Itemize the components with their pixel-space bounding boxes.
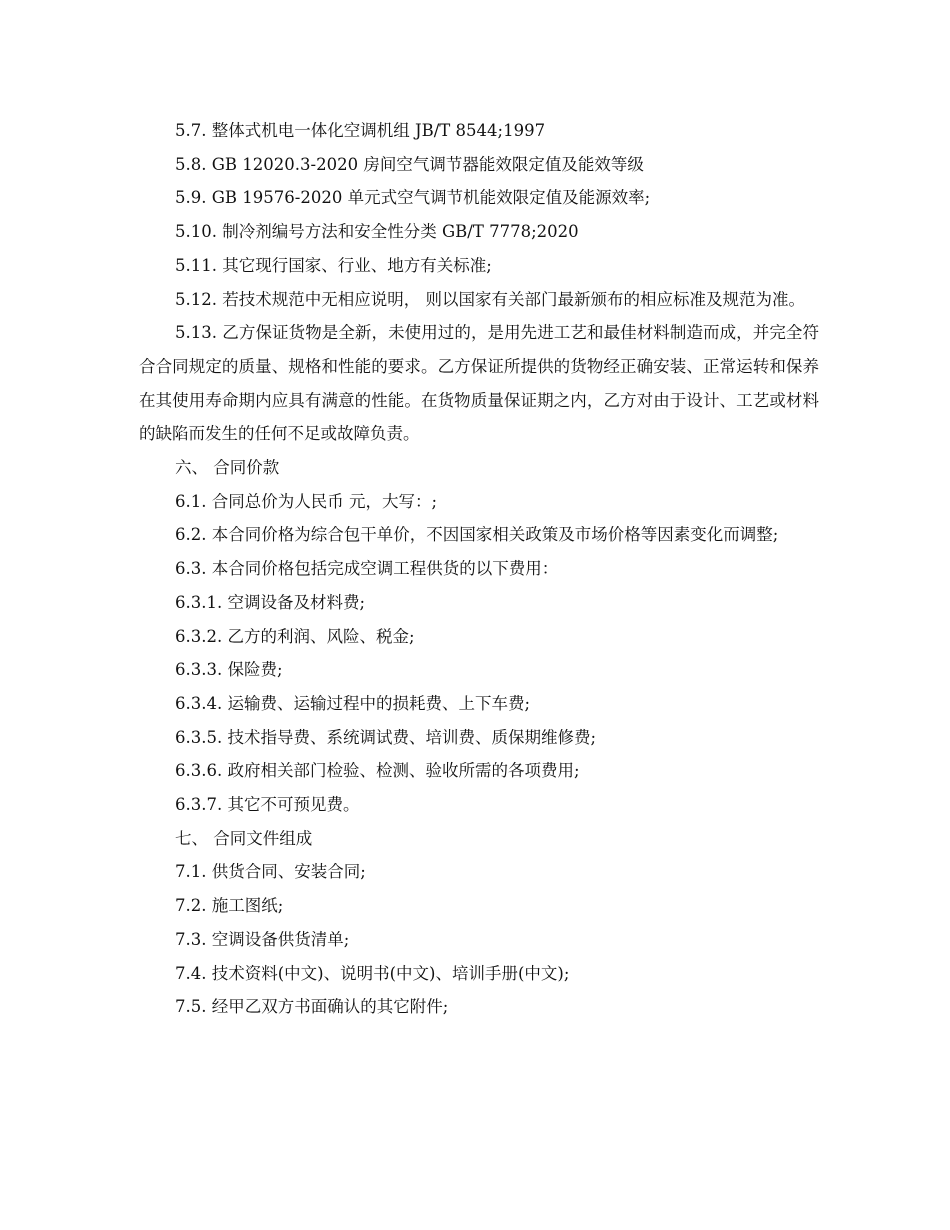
clause-5-9: 5.9. GB 19576-2020 单元式空气调节机能效限定值及能源效率; — [175, 188, 651, 208]
clause-6-3-5: 6.3.5. 技术指导费、系统调试费、培训费、质保期维修费; — [175, 727, 597, 747]
clause-5-11: 5.11. 其它现行国家、行业、地方有关标准; — [175, 255, 492, 275]
clause-7-3: 7.3. 空调设备供货清单; — [175, 929, 350, 949]
clause-5-13: 5.13. 乙方保证货物是全新，未使用过的，是用先进工艺和最佳材料制造而成，并完全符合合同规定的质量、规格和性能的要求。乙方保证所提供的货物经正确安装、正常运转和保养在其使用寿命期内应具有满意的性能。在货物质量保证期之内，乙方对由于设计、工艺或材料的缺陷而发生的任何不足或故障负责。 — [139, 323, 819, 444]
clause-6-2: 6.2. 本合同价格为综合包干单价，不因国家相关政策及市场价格等因素变化而调整; — [175, 525, 779, 545]
clause-5-7: 5.7. 整体式机电一体化空调机组 JB/T 8544;1997 — [175, 121, 546, 140]
section-heading-7: 七、 合同文件组成 — [175, 828, 313, 848]
clause-5-8: 5.8. GB 12020.3-2020 房间空气调节器能效限定值及能效等级 — [175, 154, 644, 174]
section-heading-6: 六、 合同价款 — [175, 458, 280, 478]
clause-7-1: 7.1. 供货合同、安装合同; — [175, 862, 366, 882]
document-body — [139, 114, 819, 1024]
clause-6-3-7: 6.3.7. 其它不可预见费。 — [175, 795, 360, 815]
clause-6-3-3: 6.3.3. 保险费; — [175, 660, 283, 680]
clause-6-3-6: 6.3.6. 政府相关部门检验、检测、验收所需的各项费用; — [175, 761, 580, 781]
clause-5-10: 5.10. 制冷剂编号方法和安全性分类 GB/T 7778;2020 — [175, 222, 579, 242]
clause-6-3-1: 6.3.1. 空调设备及材料费; — [175, 592, 366, 612]
clause-6-1: 6.1. 合同总价为人民币 元，大写：; — [175, 491, 438, 511]
clause-6-3-4: 6.3.4. 运输费、运输过程中的损耗费、上下车费; — [175, 693, 531, 713]
clause-7-4: 7.4. 技术资料(中文)、说明书(中文)、培训手册(中文); — [175, 963, 570, 983]
clause-5-12: 5.12. 若技术规范中无相应说明， 则以国家有关部门最新颁布的相应标准及规范为准。 — [175, 289, 805, 309]
clause-7-2: 7.2. 施工图纸; — [175, 896, 284, 916]
clause-6-3-2: 6.3.2. 乙方的利润、风险、税金; — [175, 626, 415, 646]
clause-6-3: 6.3. 本合同价格包括完成空调工程供货的以下费用： — [175, 559, 559, 579]
clause-7-5: 7.5. 经甲乙双方书面确认的其它附件; — [175, 997, 449, 1017]
